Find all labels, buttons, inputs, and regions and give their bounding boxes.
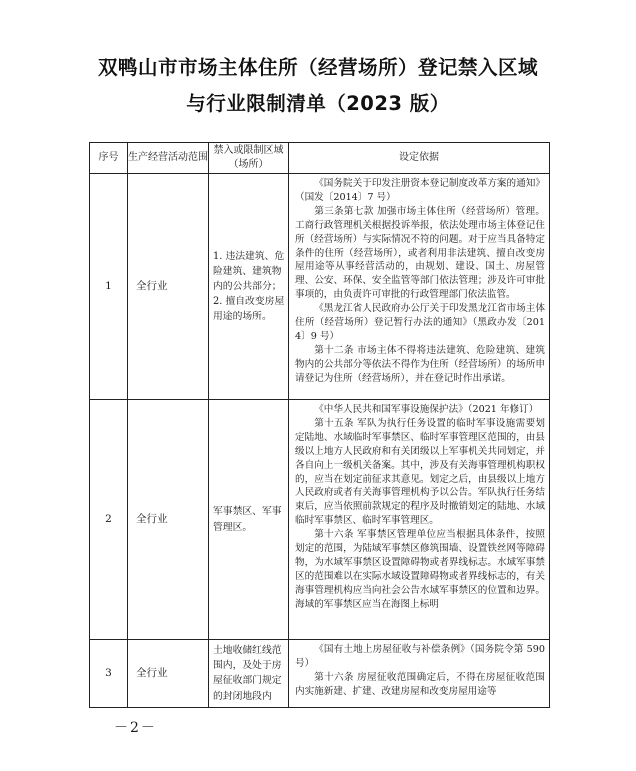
row-scope: 全行业 [128,640,209,708]
row-no: 3 [90,640,128,708]
basis-paragraph: 第十六条 房屋征收范围确定后，不得在房屋征收范围内实施新建、扩建、改建房屋和改变房屋用途等 [295,671,545,697]
document-title-line2: 与行业限制清单（2023 版） [186,92,450,115]
table-row [90,174,550,400]
header-no: 序号 [90,143,128,174]
header-scope: 生产经营活动范围 [128,143,209,174]
row-area: 军事禁区、军事管理区。 [209,400,289,640]
basis-paragraph: 第十五条 军队为执行任务设置的临时军事设施需要划定陆地、水域临时军事禁区、临时军事管理区范围的，由县级以上地方人民政府和有关团级以上军事机关共同划定，并各自向上一级机关备案。其中，涉及有关海事管理机构职权的，应当在划定前征求其意见。划定之后，由县级以上地方人民政府或者有关海事管理机构予以公告。军队执行任务结束后，应当依照前款规定的程序及时撤销划定的陆地、水域临时军事禁区、临时军事管理区。 [295,417,545,527]
row-no: 1 [90,174,128,400]
table-row [90,400,550,640]
row-area: 土地收储红线范围内，及处于房屋征收部门规定的封闭地段内 [209,640,289,708]
row-basis [289,174,550,400]
basis-paragraph: 《黑龙江省人民政府办公厅关于印发黑龙江省市场主体住所（经营场所）登记暂行办法的通知》（黑政办发〔2014〕9 号） [295,303,545,342]
restriction-table [89,142,550,708]
header-area: 禁入或限制区域（场所） [209,143,289,174]
table-header-row [90,143,550,174]
row-basis [289,400,550,640]
document-title-line1: 双鸭山市市场主体住所（经营场所）登记禁入区域 [97,56,538,79]
row-scope: 全行业 [128,174,209,400]
row-scope: 全行业 [128,400,209,640]
basis-paragraph: 第十六条 军事禁区管理单位应当根据具体条件，按照划定的范围，为陆域军事禁区修筑围墙、设置铁丝网等障碍物，为水域军事禁区设置障碍物或者界线标志。水域军事禁区的范围难以在实际水域设置障碍物或者界线标志的，有关海事管理机构应当向社会公告水域军事禁区的位置和边界。海域的军事禁区应当在海图上标明 [295,529,545,610]
header-basis: 设定依据 [289,143,550,174]
page-number: －2－ [114,720,157,736]
table-row [90,640,550,708]
basis-paragraph: 第十二条 市场主体不得将违法建筑、危险建筑、建筑物内的公共部分等依法不得作为住所（经营场所）的场所申请登记为住所（经营场所），并在登记时作出承诺。 [295,344,545,384]
basis-paragraph: 第三条第七款 加强市场主体住所（经营场所）管理。工商行政管理机关根据投诉举报，依法处理市场主体登记住所（经营场所）与实际情况不符的问题。对于应当具备特定条件的住所（经营场所），或者利用非法建筑、擅自改变房屋用途等从事经营活动的，由规划、建设、国土、房屋管理、公安、环保、安全监管等部门依法管理；涉及许可审批事项的，由负责许可审批的行政管理部门依法监管。 [295,205,545,301]
row-basis [289,640,550,708]
row-no: 2 [90,400,128,640]
basis-paragraph: 《国务院关于印发注册资本登记制度改革方案的通知》（国发〔2014〕7 号） [295,178,545,203]
row-area: 1. 违法建筑、危险建筑、建筑物内的公共部分； 2. 擅自改变房屋用途的场所。 [209,174,289,400]
basis-paragraph: 《国有土地上房屋征收与补偿条例》（国务院令第 590 号） [295,644,545,669]
basis-paragraph: 《中华人民共和国军事设施保护法》（2021 年修订） [314,404,539,415]
